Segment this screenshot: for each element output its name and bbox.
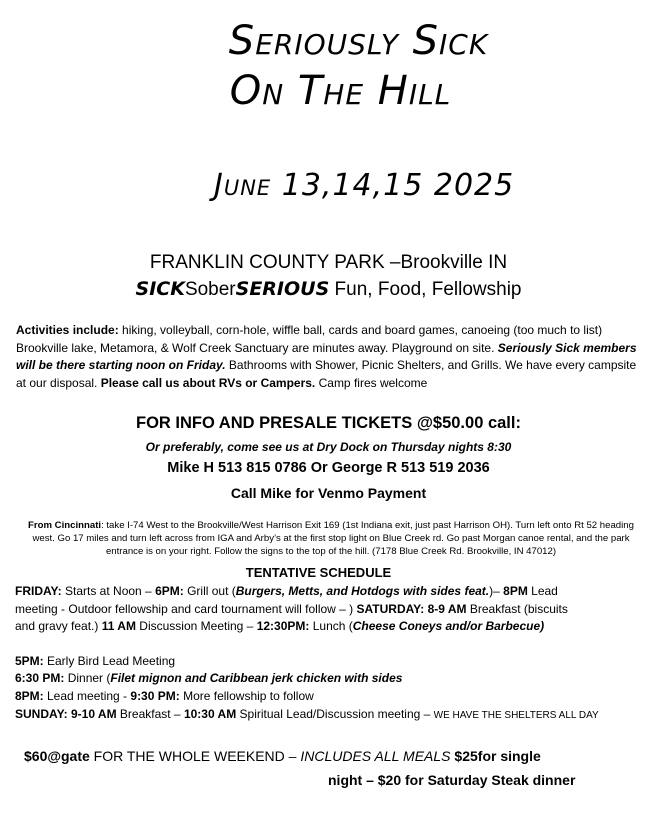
campfire-text: Camp fires welcome <box>315 375 428 390</box>
flyer-title-line2: On The Hill <box>229 68 452 114</box>
schedule-630pm <box>15 670 645 688</box>
schedule-text: Discussion Meeting – <box>135 619 257 633</box>
venmo-note: Call Mike for Venmo Payment <box>230 485 427 501</box>
schedule-text: Grill out ( <box>183 584 236 598</box>
contact-phones: Mike H 513 815 0786 Or George R 513 519 2036 <box>167 460 490 476</box>
weekend-text: FOR THE WHOLE WEEKEND <box>89 748 285 764</box>
pricing-line1 <box>24 748 541 764</box>
schedule-5pm <box>15 653 645 671</box>
activities-label: Activities include: <box>16 323 119 337</box>
schedule-text: Dinner ( <box>64 671 111 685</box>
tagline-serious: SERIOUS <box>235 278 330 300</box>
schedule-text: Lunch ( <box>309 619 353 633</box>
time-label: 8PM: <box>15 689 44 703</box>
saturday-label: SATURDAY: 8-9 AM <box>356 601 467 616</box>
amenities-text: Bathrooms with Shower, Picnic Shelters, and Grills. We have every campsite at our disposal. <box>16 358 637 390</box>
flyer-title-line1: Seriously Sick <box>228 18 489 64</box>
schedule-friday-saturday <box>15 583 575 636</box>
time-label: 11 AM <box>101 619 136 633</box>
sunday-label: SUNDAY: 9-10 AM <box>15 707 117 721</box>
meals-note: – INCLUDES ALL MEALS <box>284 748 455 764</box>
info-heading: FOR INFO AND PRESALE TICKETS @$50.00 call: <box>136 414 521 432</box>
rv-note: Please call us about RVs or Campers. <box>100 375 316 390</box>
single-night-price: $25for single <box>454 748 541 764</box>
schedule-text: Breakfast – <box>116 707 184 721</box>
schedule-sunday <box>15 706 645 725</box>
activities-paragraph <box>16 322 646 392</box>
time-label: 5PM: <box>15 654 44 668</box>
pricing-line2: night – $20 for Saturday Steak dinner <box>328 772 576 788</box>
activities-text: hiking, volleyball, corn-hole, wiffle ball, cards and board games, canoeing (too much to list) Brookville lake, Metamora, & Wolf Creek Sanctuary are minutes away. Playground on site. <box>16 323 603 355</box>
members-note: Seriously Sick members will be there starting noon on Friday. <box>16 340 637 372</box>
schedule-text: Starts at Noon – <box>61 584 156 598</box>
info-subheading: Or preferably, come see us at Dry Dock on Thursday nights 8:30 <box>145 440 512 454</box>
friday-menu: Burgers, Metts, and Hotdogs with sides feat. <box>235 584 490 598</box>
dinner-menu: Filet mignon and Caribbean jerk chicken with sides <box>110 671 403 685</box>
time-label: 10:30 AM <box>183 707 237 721</box>
event-dates: June 13,14,15 2025 <box>214 168 515 203</box>
saturday-lunch-menu: Cheese Coneys and/or Barbecue) <box>352 619 545 633</box>
schedule-text: Early Bird Lead Meeting <box>43 654 176 668</box>
tagline <box>0 278 657 301</box>
time-label: 6:30 PM: <box>15 671 65 685</box>
time-label: 12:30PM: <box>256 619 310 633</box>
directions-label: From Cincinnati <box>28 520 102 531</box>
schedule-text: Breakfast (biscuits and gravy feat.) <box>15 601 568 633</box>
schedule-text: Lead meeting - <box>43 689 131 703</box>
directions-paragraph <box>18 519 644 559</box>
tagline-sick: SICK <box>135 278 185 300</box>
schedule-text: )– <box>489 584 504 598</box>
park-location: FRANKLIN COUNTY PARK –Brookville IN <box>149 252 508 273</box>
schedule-8pm <box>15 688 645 706</box>
friday-label: FRIDAY: <box>15 584 62 598</box>
time-label: 8PM <box>503 584 528 598</box>
schedule-text: Spiritual Lead/Discussion meeting – <box>236 707 434 721</box>
time-label: 6PM: <box>155 584 184 598</box>
time-label: 9:30 PM: <box>130 689 180 703</box>
gate-price: $60@gate <box>24 748 90 764</box>
tagline-sober: Sober <box>184 279 236 300</box>
schedule-heading: TENTATIVE SCHEDULE <box>245 565 392 580</box>
tagline-rest: Fun, Food, Fellowship <box>329 279 522 300</box>
schedule-text: Lead meeting - Outdoor fellowship and card tournament will follow – ) <box>15 584 558 616</box>
shelters-note: WE HAVE THE SHELTERS ALL DAY <box>433 710 599 721</box>
schedule-text: More fellowship to follow <box>179 689 314 703</box>
directions-text: : take I-74 West to the Brookville/West Harrison Exit 169 (1st Indiana exit, just past Harrison OH). Turn left onto Rt 52 heading west. Go 17 miles and turn left across from IGA and Arby’s at the first stop light on Blue Creek rd. Go past Morgan canoe rental, and the park entrance is on your right. Follow the signs to the top of the hill. (7178 Blue Creek Rd. Brookville, IN 47012) <box>32 520 634 558</box>
